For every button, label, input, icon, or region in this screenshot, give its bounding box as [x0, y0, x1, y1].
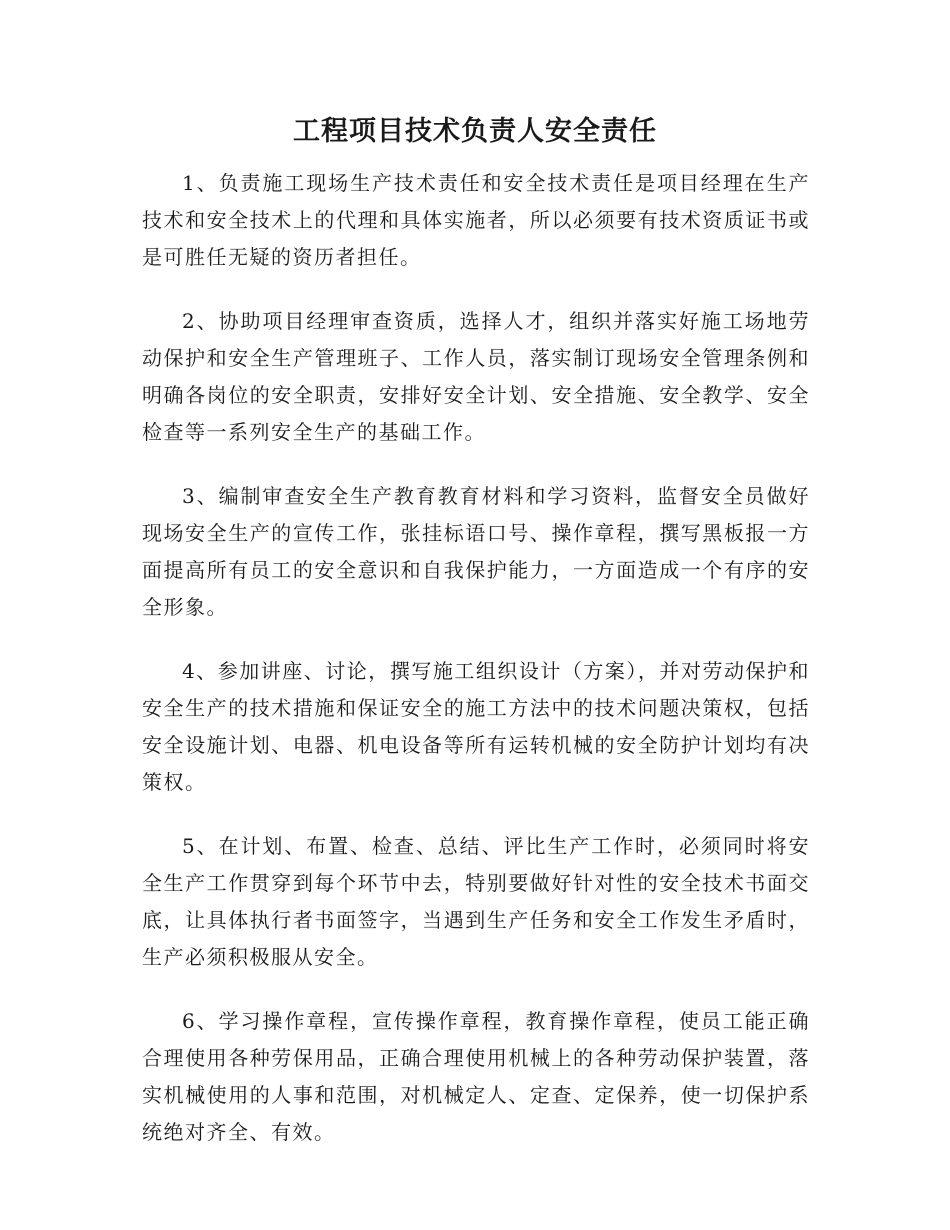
paragraph-1: 1、负责施工现场生产技术责任和安全技术责任是项目经理在生产技术和安全技术上的代理和具体实施者，所以必须要有技术资质证书或是可胜任无疑的资历者担任。	[142, 171, 810, 269]
paragraph-4: 4、参加讲座、讨论，撰写施工组织设计（方案），并对劳动保护和安全生产的技术措施和保证安全的施工方法中的技术问题决策权，包括安全设施计划、电器、机电设备等所有运转机械的安全防护计划均有决策权。	[142, 659, 810, 794]
paragraph-3: 3、编制审查安全生产教育教育材料和学习资料，监督安全员做好现场安全生产的宣传工作，张挂标语口号、操作章程，撰写黑板报一方面提高所有员工的安全意识和自我保护能力，一方面造成一个有序的安全形象。	[142, 484, 810, 619]
document-body	[142, 165, 810, 1178]
document-title: 工程项目技术负责人安全责任	[293, 116, 657, 147]
paragraph-6: 6、学习操作章程，宣传操作章程，教育操作章程，使员工能正确合理使用各种劳保用品，正确合理使用机械上的各种劳动保护装置，落实机械使用的人事和范围，对机械定人、定查、定保养，使一切保护系统绝对齐全、有效。	[142, 1009, 810, 1144]
paragraph-2: 2、协助项目经理审查资质，选择人才，组织并落实好施工场地劳动保护和安全生产管理班子、工作人员，落实制订现场安全管理条例和明确各岗位的安全职责，安排好安全计划、安全措施、安全教学、安全检查等一系列安全生产的基础工作。	[142, 309, 810, 444]
paragraph-5: 5、在计划、布置、检查、总结、评比生产工作时，必须同时将安全生产工作贯穿到每个环节中去，特别要做好针对性的安全技术书面交底，让具体执行者书面签字，当遇到生产任务和安全工作发生矛盾时，生产必须积极服从安全。	[142, 834, 810, 969]
